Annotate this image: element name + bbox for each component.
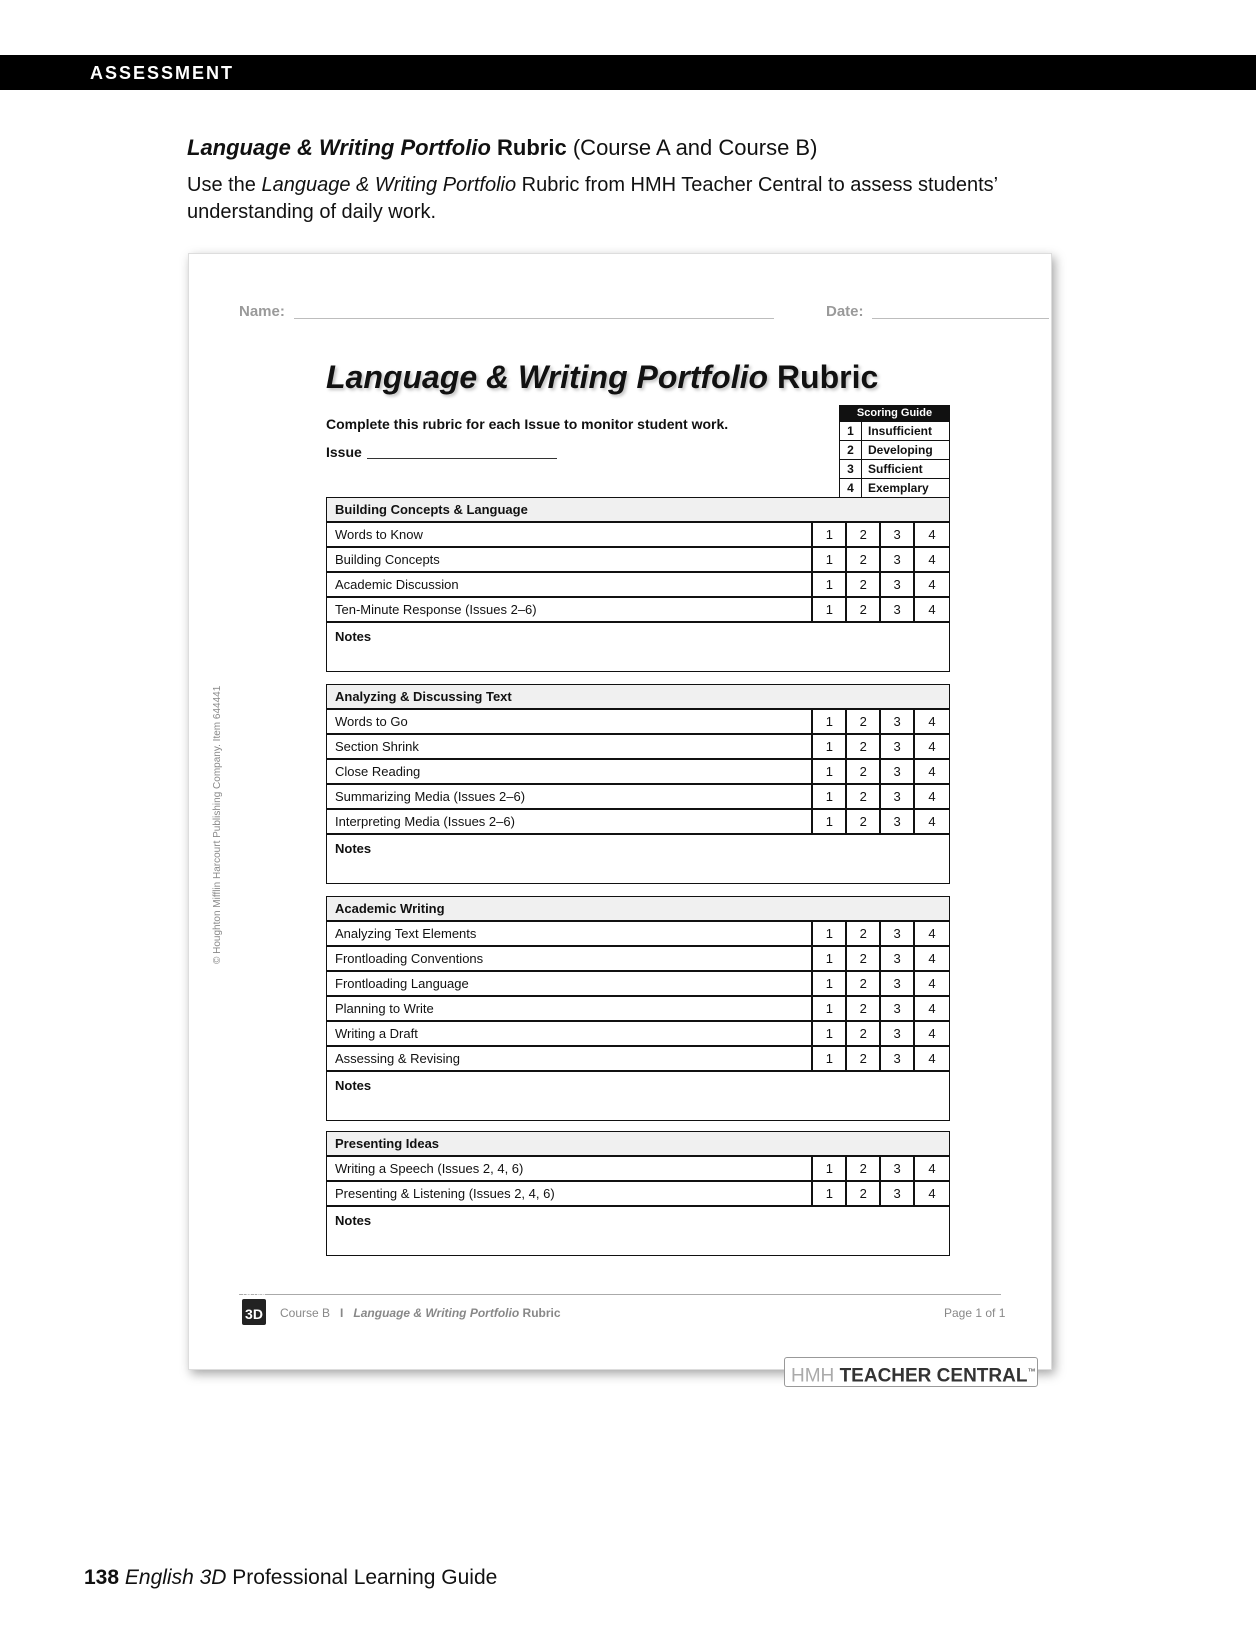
rubric-section <box>326 1131 950 1256</box>
score-option[interactable]: 2 <box>847 760 881 783</box>
issue-label: Issue <box>326 444 362 460</box>
rubric-row <box>327 785 949 810</box>
score-option[interactable]: 4 <box>928 764 936 779</box>
intro-title-italic: Language & Writing Portfolio <box>187 135 491 160</box>
rubric-section <box>326 497 950 672</box>
score-option[interactable]: 3 <box>881 523 915 546</box>
rubric-row <box>327 523 949 548</box>
score-option[interactable]: 3 <box>881 972 915 995</box>
rubric-row <box>327 947 949 972</box>
footer-title-bold: Rubric <box>522 1306 561 1320</box>
logo-small-text: ENGLISH <box>242 1293 266 1299</box>
book-title-italic: English 3D <box>124 1566 227 1589</box>
footer-title-italic: Language & Writing Portfolio <box>353 1306 520 1320</box>
scoring-guide-title: Scoring Guide <box>840 406 949 421</box>
score-option[interactable]: 3 <box>881 598 915 621</box>
rubric-item-label: Writing a Draft <box>327 1022 813 1045</box>
rubric-item-label: Analyzing Text Elements <box>327 922 813 945</box>
scoring-level <box>840 478 949 497</box>
score-option[interactable]: 2 <box>847 523 881 546</box>
scoring-level-num: 4 <box>840 479 862 497</box>
notes-field[interactable]: Notes <box>335 1078 372 1093</box>
score-option[interactable]: 2 <box>847 1182 881 1205</box>
score-option[interactable]: 4 <box>928 1186 936 1201</box>
rubric-row <box>327 810 949 835</box>
rubric-item-label: Section Shrink <box>327 735 813 758</box>
sheet-footer-divider <box>239 1294 1001 1295</box>
scoring-level-label: Developing <box>868 443 933 457</box>
rubric-item-label: Words to Know <box>327 523 813 546</box>
score-option[interactable]: 2 <box>847 997 881 1020</box>
rubric-title-bold: Rubric <box>776 359 879 395</box>
score-option[interactable]: 2 <box>847 573 881 596</box>
notes-field[interactable]: Notes <box>335 629 372 644</box>
intro-title-suffix: (Course A and Course B) <box>572 135 818 160</box>
score-option[interactable]: 1 <box>813 710 847 733</box>
rubric-item-label: Close Reading <box>327 760 813 783</box>
book-title-rest: Professional Learning Guide <box>232 1566 498 1589</box>
score-option[interactable]: 2 <box>847 1047 881 1070</box>
score-option[interactable]: 3 <box>881 997 915 1020</box>
score-option[interactable]: 4 <box>928 814 936 829</box>
score-option[interactable]: 3 <box>881 548 915 571</box>
scoring-level-label: Sufficient <box>868 462 923 476</box>
score-option[interactable]: 2 <box>847 598 881 621</box>
issue-row <box>326 444 362 460</box>
scoring-level-num: 2 <box>840 441 862 459</box>
score-option[interactable]: 1 <box>813 947 847 970</box>
score-option[interactable]: 1 <box>813 785 847 808</box>
english-3d-logo <box>242 1293 266 1325</box>
rubric-row <box>327 710 949 735</box>
section-title: Building Concepts & Language <box>327 498 949 523</box>
score-option[interactable]: 3 <box>881 947 915 970</box>
score-option[interactable]: 2 <box>847 735 881 758</box>
score-option[interactable]: 1 <box>813 1047 847 1070</box>
rubric-item-label: Frontloading Conventions <box>327 947 813 970</box>
score-option[interactable]: 3 <box>881 1022 915 1045</box>
rubric-sheet <box>188 253 1052 1370</box>
date-field[interactable] <box>872 318 1049 319</box>
rubric-title <box>326 359 878 396</box>
issue-field[interactable] <box>367 458 557 459</box>
rubric-section <box>326 684 950 884</box>
hmh-teacher-central-badge <box>784 1357 1038 1387</box>
scoring-level-num: 1 <box>840 422 862 440</box>
section-title: Presenting Ideas <box>327 1132 949 1157</box>
intro-body-text-2: Language & Writing Portfolio <box>261 174 517 196</box>
score-option[interactable]: 3 <box>881 785 915 808</box>
score-option[interactable]: 1 <box>813 1022 847 1045</box>
name-date-bar <box>239 303 999 323</box>
scoring-level <box>840 459 949 478</box>
rubric-item-label: Summarizing Media (Issues 2–6) <box>327 785 813 808</box>
score-option[interactable]: 2 <box>847 972 881 995</box>
score-option[interactable]: 1 <box>813 972 847 995</box>
score-option[interactable]: 1 <box>813 523 847 546</box>
rubric-item-label: Words to Go <box>327 710 813 733</box>
footer-separator: I <box>340 1306 344 1320</box>
score-option[interactable]: 4 <box>928 1001 936 1016</box>
score-option[interactable]: 4 <box>928 789 936 804</box>
score-option[interactable]: 4 <box>928 714 936 729</box>
rubric-item-label: Assessing & Revising <box>327 1047 813 1070</box>
date-label: Date: <box>826 303 864 320</box>
scoring-level-label: Insufficient <box>868 424 933 438</box>
score-option[interactable]: 4 <box>928 951 936 966</box>
notes-field[interactable]: Notes <box>335 1213 372 1228</box>
rubric-item-label: Planning to Write <box>327 997 813 1020</box>
score-option[interactable]: 1 <box>813 997 847 1020</box>
score-option[interactable]: 3 <box>881 735 915 758</box>
badge-hmh: HMH <box>791 1365 835 1387</box>
intro-title-bold: Rubric <box>497 135 567 160</box>
score-option[interactable]: 1 <box>813 1182 847 1205</box>
score-option[interactable]: 3 <box>881 1047 915 1070</box>
rubric-row <box>327 1182 949 1207</box>
rubric-item-label: Building Concepts <box>327 548 813 571</box>
section-label: ASSESSMENT <box>90 63 235 83</box>
score-option[interactable]: 1 <box>813 760 847 783</box>
footer-course: Course B <box>280 1306 331 1320</box>
header-banner <box>0 55 1256 90</box>
instruction-text: Complete this rubric for each Issue to monitor student work. <box>326 416 729 432</box>
scoring-level-num: 3 <box>840 460 862 478</box>
rubric-item-label: Frontloading Language <box>327 972 813 995</box>
score-option[interactable]: 2 <box>847 548 881 571</box>
score-option[interactable]: 2 <box>847 710 881 733</box>
score-option[interactable]: 4 <box>928 976 936 991</box>
score-option[interactable]: 1 <box>813 598 847 621</box>
score-option[interactable]: 3 <box>881 760 915 783</box>
scoring-level-label: Exemplary <box>868 481 929 495</box>
rubric-row <box>327 548 949 573</box>
score-option[interactable]: 3 <box>881 573 915 596</box>
rubric-row <box>327 598 949 623</box>
rubric-row <box>327 1022 949 1047</box>
section-title: Academic Writing <box>327 897 949 922</box>
rubric-row <box>327 735 949 760</box>
score-option[interactable]: 2 <box>847 810 881 833</box>
score-option[interactable]: 4 <box>928 552 936 567</box>
rubric-row <box>327 760 949 785</box>
score-option[interactable]: 4 <box>928 1026 936 1041</box>
score-option[interactable]: 1 <box>813 573 847 596</box>
notes-field[interactable]: Notes <box>335 841 372 856</box>
score-option[interactable]: 1 <box>813 735 847 758</box>
rubric-section <box>326 896 950 1121</box>
score-option[interactable]: 3 <box>881 710 915 733</box>
score-option[interactable]: 2 <box>847 1022 881 1045</box>
score-option[interactable]: 2 <box>847 947 881 970</box>
logo-big-text: 3D <box>245 1306 263 1322</box>
intro-body-text-3: Rubric from HMH Teacher Central to assess students’ understanding of daily work. <box>187 174 998 223</box>
rubric-item-label: Writing a Speech (Issues 2, 4, 6) <box>327 1157 813 1180</box>
section-title: Analyzing & Discussing Text <box>327 685 949 710</box>
page-footer <box>84 1566 497 1590</box>
page-number: 138 <box>84 1566 120 1589</box>
score-option[interactable]: 2 <box>847 922 881 945</box>
score-option[interactable]: 4 <box>928 577 936 592</box>
score-option[interactable]: 2 <box>847 785 881 808</box>
scoring-guide <box>839 405 950 498</box>
badge-tm: ™ <box>1027 1367 1036 1376</box>
intro-body-text-1: Use the <box>187 174 262 196</box>
intro-body <box>187 172 1067 226</box>
score-option[interactable]: 3 <box>881 1182 915 1205</box>
rubric-row <box>327 972 949 997</box>
rubric-item-label: Academic Discussion <box>327 573 813 596</box>
rubric-row <box>327 573 949 598</box>
score-option[interactable]: 4 <box>928 602 936 617</box>
score-option[interactable]: 4 <box>928 926 936 941</box>
rubric-row <box>327 1157 949 1182</box>
copyright-note: © Houghton Mifflin Harcourt Publishing Company. Item 644441 <box>212 685 223 964</box>
name-label: Name: <box>239 303 285 320</box>
score-option[interactable]: 4 <box>928 527 936 542</box>
rubric-row <box>327 1047 949 1072</box>
page-indicator: Page 1 of 1 <box>944 1306 1006 1320</box>
score-option[interactable]: 4 <box>928 1051 936 1066</box>
score-option[interactable]: 3 <box>881 922 915 945</box>
badge-teacher-central: TEACHER CENTRAL <box>839 1365 1028 1387</box>
rubric-row <box>327 922 949 947</box>
sheet-footer-title <box>280 1306 561 1320</box>
scoring-level <box>840 421 949 440</box>
score-option[interactable]: 3 <box>881 810 915 833</box>
rubric-item-label: Presenting & Listening (Issues 2, 4, 6) <box>327 1182 813 1205</box>
score-option[interactable]: 3 <box>881 1157 915 1180</box>
scoring-level <box>840 440 949 459</box>
rubric-item-label: Ten-Minute Response (Issues 2–6) <box>327 598 813 621</box>
score-option[interactable]: 2 <box>847 1157 881 1180</box>
intro-title <box>187 135 817 161</box>
rubric-row <box>327 997 949 1022</box>
name-field[interactable] <box>294 318 774 319</box>
score-option[interactable]: 1 <box>813 810 847 833</box>
score-option[interactable]: 1 <box>813 1157 847 1180</box>
score-option[interactable]: 1 <box>813 548 847 571</box>
rubric-title-italic: Language & Writing Portfolio <box>326 359 769 395</box>
rubric-item-label: Interpreting Media (Issues 2–6) <box>327 810 813 833</box>
score-option[interactable]: 4 <box>928 1161 936 1176</box>
score-option[interactable]: 4 <box>928 739 936 754</box>
score-option[interactable]: 1 <box>813 922 847 945</box>
